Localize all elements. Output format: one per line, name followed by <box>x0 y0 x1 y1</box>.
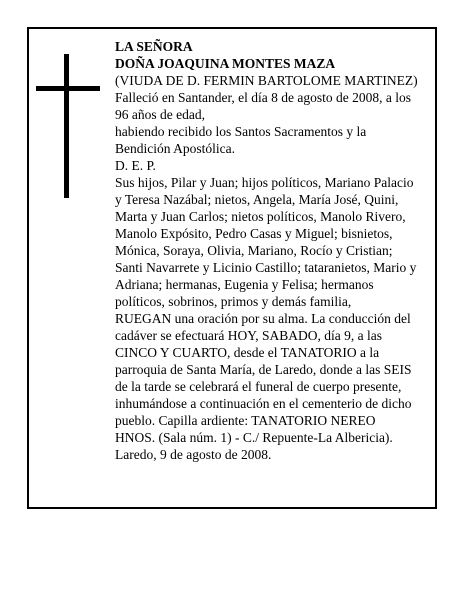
rest-in-peace: D. E. P. <box>115 158 156 173</box>
date-place-line: Laredo, 9 de agosto de 2008. <box>115 447 272 462</box>
text-line: pueblo. Capilla ardiente: TANATORIO NEREO <box>115 413 376 428</box>
text-line: Adriana; hermanas, Eugenia y Felisa; hermanos <box>115 277 374 292</box>
text-line: y Teresa Nazábal; nietos, Angela, María José, Quini, <box>115 192 399 207</box>
text-line: Sus hijos, Pilar y Juan; hijos políticos, Mariano Palacio <box>115 175 414 190</box>
text-line: HNOS. (Sala núm. 1) - C./ Repuente-La Albericia). <box>115 430 393 445</box>
text-line: Santi Navarrete y Licinio Castillo; tataranietos, Mario y <box>115 260 417 275</box>
text-line: 96 años de edad, <box>115 107 205 122</box>
text-line: de la tarde se celebrará el funeral de cuerpo presente, <box>115 379 402 394</box>
text-line: RUEGAN una oración por su alma. La conducción del <box>115 311 411 326</box>
text-line: Bendición Apostólica. <box>115 141 235 156</box>
text-line: habiendo recibido los Santos Sacramentos y la <box>115 124 367 139</box>
text-line: Marta y Juan Carlos; nietos políticos, Manolo Rivero, <box>115 209 406 224</box>
deceased-name: DOÑA JOAQUINA MONTES MAZA <box>115 56 336 71</box>
text-line: parroquia de Santa María, de Laredo, donde a las SEIS <box>115 362 412 377</box>
text-line: Mónica, Soraya, Olivia, Mariano, Rocío y Cristian; <box>115 243 393 258</box>
text-line: inhumándose a continuación en el cementerio de dicho <box>115 396 412 411</box>
text-line: políticos, sobrinos, primos y demás familia, <box>115 294 352 309</box>
cross-horizontal-bar <box>36 86 100 91</box>
heading-title: LA SEÑORA <box>115 39 193 54</box>
text-line: Manolo Expósito, Pedro Casas y Miguel; bisnietos, <box>115 226 393 241</box>
widow-of-line: (VIUDA DE D. FERMIN BARTOLOME MARTINEZ) <box>115 73 418 88</box>
latin-cross-icon <box>36 54 100 198</box>
text-line: Falleció en Santander, el día 8 de agosto de 2008, a los <box>115 90 412 105</box>
text-line: cadáver se efectuará HOY, SABADO, día 9, a las <box>115 328 383 343</box>
text-line: CINCO Y CUARTO, desde el TANATORIO a la <box>115 345 380 360</box>
obituary-text <box>115 38 427 463</box>
cross-vertical-bar <box>64 54 69 198</box>
